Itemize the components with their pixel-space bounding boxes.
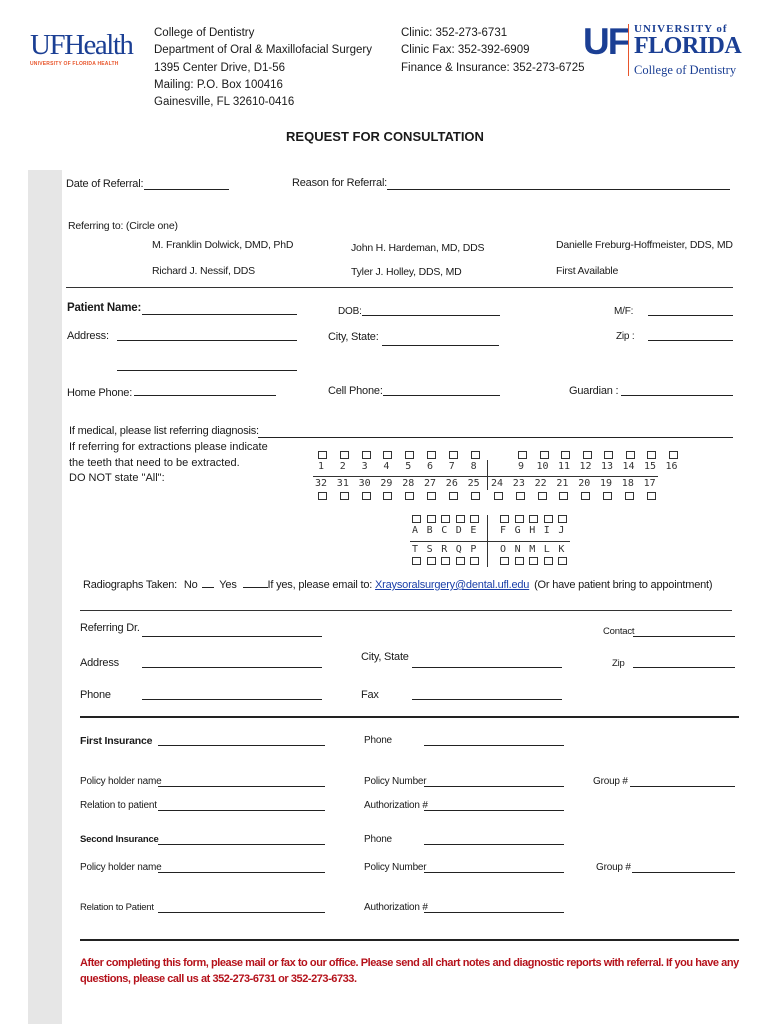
tooth-number: 32 <box>315 478 328 489</box>
ref-fax-field[interactable] <box>412 699 562 700</box>
tooth-checkbox[interactable] <box>544 515 553 523</box>
dob-label: DOB: <box>338 306 362 317</box>
group-label: Group # <box>593 776 628 787</box>
tooth-chart-midline <box>487 460 488 490</box>
tooth-number: 7 <box>448 461 455 472</box>
city-state-label: City, State: <box>328 331 379 343</box>
relation-2-label: Relation to Patient <box>80 902 154 913</box>
tooth-number: 10 <box>536 461 549 472</box>
tooth-checkbox[interactable] <box>647 451 656 459</box>
primary-chart-horizontal <box>410 541 570 542</box>
tooth-number: 21 <box>556 478 569 489</box>
authorization-2-field[interactable] <box>424 912 564 913</box>
tooth-number: 17 <box>643 478 656 489</box>
tooth-number: F <box>500 525 507 536</box>
tooth-checkbox[interactable] <box>583 451 592 459</box>
tooth-checkbox[interactable] <box>516 492 525 500</box>
contact-field[interactable] <box>633 636 735 637</box>
tooth-checkbox[interactable] <box>427 557 436 565</box>
tooth-number: 28 <box>402 478 415 489</box>
uf-logo-line1: UNIVERSITY of <box>634 23 728 35</box>
address-line: Department of Oral & Maxillofacial Surgery <box>154 44 372 57</box>
tooth-number: A <box>412 525 419 536</box>
tooth-checkbox[interactable] <box>340 492 349 500</box>
policy-holder-2-field[interactable] <box>158 872 325 873</box>
tooth-checkbox[interactable] <box>427 515 436 523</box>
radiographs-no-label: No <box>183 579 198 591</box>
radiographs-label: Radiographs Taken: <box>83 579 178 591</box>
uf-health-logo-sub: UNIVERSITY OF FLORIDA HEALTH <box>30 61 119 67</box>
contact-label: Contact <box>603 626 635 637</box>
tooth-number: I <box>543 525 550 536</box>
tooth-number: J <box>558 525 565 536</box>
second-insurance-field[interactable] <box>158 844 325 845</box>
group-field[interactable] <box>630 786 735 787</box>
footer-notice <box>80 955 745 987</box>
tooth-number: 6 <box>427 461 434 472</box>
tooth-checkbox[interactable] <box>449 451 458 459</box>
tooth-checkbox[interactable] <box>625 492 634 500</box>
email-prefix: If yes, please email to: <box>267 579 373 591</box>
tooth-number: 25 <box>467 478 480 489</box>
tooth-number: T <box>412 544 419 555</box>
tooth-number: 22 <box>534 478 547 489</box>
radiographs-row <box>83 579 712 591</box>
tooth-checkbox[interactable] <box>412 515 421 523</box>
footer-notice-line: questions, please call us at 352-273-6731 or 352-273-6733. <box>80 973 357 985</box>
tooth-checkbox[interactable] <box>405 492 414 500</box>
tooth-number: N <box>514 544 521 555</box>
tooth-checkbox[interactable] <box>559 492 568 500</box>
uf-health-logo-word: UFHealth <box>30 29 133 61</box>
section-divider-thick <box>80 716 739 718</box>
date-of-referral-label: Date of Referral: <box>66 178 144 190</box>
tooth-number: 16 <box>665 461 678 472</box>
relation-field[interactable] <box>158 810 325 811</box>
policy-number-field[interactable] <box>424 786 564 787</box>
tooth-checkbox[interactable] <box>603 492 612 500</box>
second-insurance-label: Second Insurance <box>80 834 159 845</box>
doctor-option[interactable]: John H. Hardeman, MD, DDS <box>351 242 485 254</box>
tooth-checkbox[interactable] <box>405 451 414 459</box>
tooth-checkbox[interactable] <box>427 492 436 500</box>
xray-email-link[interactable]: Xraysoralsurgery@dental.ufl.edu <box>375 579 530 591</box>
tooth-number: M <box>529 544 536 555</box>
tooth-checkbox[interactable] <box>500 557 509 565</box>
tooth-checkbox[interactable] <box>470 515 479 523</box>
tooth-checkbox[interactable] <box>427 451 436 459</box>
tooth-checkbox[interactable] <box>544 557 553 565</box>
instruction-line: If referring for extractions please indicate <box>69 441 268 453</box>
mf-label: M/F: <box>614 306 634 317</box>
section-divider-thick <box>80 939 739 941</box>
authorization-2-label: Authorization # <box>364 902 428 913</box>
instruction-line: DO NOT state "All": <box>69 472 165 484</box>
ref-zip-field[interactable] <box>633 667 735 668</box>
doctor-option[interactable]: Richard J. Nessif, DDS <box>152 265 255 277</box>
tooth-checkbox[interactable] <box>558 515 567 523</box>
tooth-number: 31 <box>336 478 349 489</box>
tooth-checkbox[interactable] <box>529 515 538 523</box>
ref-address-field[interactable] <box>142 667 322 668</box>
ref-fax-label: Fax <box>361 689 379 701</box>
ref-city-state-field[interactable] <box>412 667 562 668</box>
tooth-number: 19 <box>600 478 613 489</box>
referring-dr-field[interactable] <box>142 636 322 637</box>
address-line: Mailing: P.O. Box 100416 <box>154 78 283 91</box>
tooth-checkbox[interactable] <box>441 557 450 565</box>
tooth-number: 30 <box>358 478 371 489</box>
tooth-number: 2 <box>339 461 346 472</box>
authorization-field[interactable] <box>424 810 564 811</box>
tooth-number: 27 <box>424 478 437 489</box>
contact-line: Clinic Fax: 352-392-6909 <box>401 44 530 57</box>
policy-number-2-label: Policy Number <box>364 862 427 873</box>
tooth-chart-horizontal <box>313 476 658 477</box>
ref-zip-label: Zip <box>612 658 625 669</box>
tooth-checkbox[interactable] <box>561 451 570 459</box>
tooth-number: 4 <box>383 461 390 472</box>
tooth-number: 29 <box>380 478 393 489</box>
second-insurance-phone-field[interactable] <box>424 844 564 845</box>
first-insurance-label: First Insurance <box>80 735 153 747</box>
radiographs-yes-field[interactable] <box>243 587 268 588</box>
page-title: REQUEST FOR CONSULTATION <box>286 129 484 144</box>
referring-dr-label: Referring Dr. <box>80 622 140 634</box>
contact-line: Finance & Insurance: 352-273-6725 <box>401 61 585 74</box>
group-2-label: Group # <box>596 862 631 873</box>
tooth-checkbox[interactable] <box>494 492 503 500</box>
tooth-checkbox[interactable] <box>383 451 392 459</box>
contact-line: Clinic: 352-273-6731 <box>401 27 508 39</box>
tooth-number: B <box>426 525 433 536</box>
tooth-number: R <box>441 544 448 555</box>
address-line: College of Dentistry <box>154 27 255 39</box>
uf-logo-mark: UF <box>583 21 629 62</box>
first-insurance-phone-field[interactable] <box>424 745 564 746</box>
tooth-number: 24 <box>491 478 504 489</box>
doctor-option[interactable]: Danielle Freburg-Hoffmeister, DDS, MD <box>556 239 733 251</box>
address-line: Gainesville, FL 32610-0416 <box>154 96 295 109</box>
footer-notice-line: After completing this form, please mail or fax to our office. Please send all chart notes and diagnostic reports with referral. If you have any <box>80 957 739 969</box>
tooth-number: H <box>529 525 536 536</box>
second-insurance-phone-label: Phone <box>364 834 392 845</box>
tooth-checkbox[interactable] <box>412 557 421 565</box>
address-line: 1395 Center Drive, D1-56 <box>154 61 286 74</box>
tooth-checkbox[interactable] <box>538 492 547 500</box>
tooth-checkbox[interactable] <box>318 492 327 500</box>
authorization-label: Authorization # <box>364 800 428 811</box>
tooth-checkbox[interactable] <box>441 515 450 523</box>
guardian-label: Guardian : <box>569 385 619 397</box>
relation-label: Relation to patient <box>80 800 157 811</box>
tooth-checkbox[interactable] <box>540 451 549 459</box>
first-insurance-phone-label: Phone <box>364 735 392 746</box>
tooth-number: 13 <box>601 461 614 472</box>
tooth-checkbox[interactable] <box>647 492 656 500</box>
ref-phone-field[interactable] <box>142 699 322 700</box>
ref-address-label: Address <box>80 657 119 669</box>
first-insurance-field[interactable] <box>158 745 325 746</box>
tooth-checkbox[interactable] <box>318 451 327 459</box>
doctor-option[interactable]: M. Franklin Dolwick, DMD, PhD <box>152 239 294 251</box>
tooth-checkbox[interactable] <box>529 557 538 565</box>
radiographs-yes-label: Yes <box>219 579 237 591</box>
tooth-checkbox[interactable] <box>456 515 465 523</box>
tooth-checkbox[interactable] <box>340 451 349 459</box>
tooth-number: 26 <box>445 478 458 489</box>
tooth-checkbox[interactable] <box>604 451 613 459</box>
tooth-number: 18 <box>621 478 634 489</box>
policy-holder-2-label: Policy holder name <box>80 862 162 873</box>
tooth-checkbox[interactable] <box>456 557 465 565</box>
policy-number-label: Policy Number <box>364 776 427 787</box>
tooth-checkbox[interactable] <box>449 492 458 500</box>
tooth-number: K <box>558 544 565 555</box>
tooth-number: 1 <box>318 461 325 472</box>
tooth-number: D <box>455 525 462 536</box>
tooth-number: 3 <box>361 461 368 472</box>
tooth-checkbox[interactable] <box>515 515 524 523</box>
tooth-number: G <box>514 525 521 536</box>
uf-logo-line3: College of Dentistry <box>634 63 737 77</box>
policy-holder-field[interactable] <box>158 786 325 787</box>
ref-city-state-label: City, State <box>361 651 409 663</box>
tooth-checkbox[interactable] <box>558 557 567 565</box>
tooth-number: O <box>500 544 507 555</box>
tooth-number: E <box>470 525 477 536</box>
tooth-number: 23 <box>512 478 525 489</box>
doctor-option[interactable]: First Available <box>556 265 619 277</box>
relation-2-field[interactable] <box>158 912 325 913</box>
section-divider <box>80 610 732 611</box>
reason-for-referral-label: Reason for Referral: <box>292 177 388 189</box>
tooth-number: 12 <box>579 461 592 472</box>
tooth-number: 14 <box>622 461 635 472</box>
policy-number-2-field[interactable] <box>424 872 564 873</box>
tooth-number: S <box>426 544 433 555</box>
tooth-number: L <box>543 544 550 555</box>
tooth-number: 20 <box>578 478 591 489</box>
tooth-number: C <box>441 525 448 536</box>
cell-phone-label: Cell Phone: <box>328 385 383 397</box>
tooth-checkbox[interactable] <box>626 451 635 459</box>
tooth-checkbox[interactable] <box>515 557 524 565</box>
zip-label: Zip : <box>616 331 635 342</box>
tooth-number: 5 <box>405 461 412 472</box>
radiographs-suffix: (Or have patient bring to appointment) <box>534 579 713 591</box>
tooth-number: P <box>470 544 477 555</box>
diagnosis-label: If medical, please list referring diagnosis: <box>69 425 259 437</box>
group-2-field[interactable] <box>632 872 735 873</box>
uf-logo-line2: FLORIDA <box>634 33 742 59</box>
tooth-checkbox[interactable] <box>518 451 527 459</box>
doctor-option[interactable]: Tyler J. Holley, DDS, MD <box>351 266 462 278</box>
ref-phone-label: Phone <box>80 689 111 701</box>
policy-holder-label: Policy holder name <box>80 776 162 787</box>
tooth-checkbox[interactable] <box>471 492 480 500</box>
tooth-checkbox[interactable] <box>362 492 371 500</box>
patient-name-label: Patient Name: <box>67 302 142 314</box>
tooth-number: 15 <box>644 461 657 472</box>
tooth-checkbox[interactable] <box>383 492 392 500</box>
tooth-checkbox[interactable] <box>471 451 480 459</box>
tooth-number: 8 <box>470 461 477 472</box>
tooth-checkbox[interactable] <box>362 451 371 459</box>
tooth-number: 9 <box>518 461 525 472</box>
tooth-checkbox[interactable] <box>581 492 590 500</box>
tooth-number: 11 <box>558 461 571 472</box>
tooth-checkbox[interactable] <box>669 451 678 459</box>
address-label: Address: <box>67 330 109 342</box>
home-phone-label: Home Phone: <box>67 387 133 399</box>
instruction-line: the teeth that need to be extracted. <box>69 456 240 469</box>
tooth-number: Q <box>455 544 462 555</box>
tooth-checkbox[interactable] <box>470 557 479 565</box>
tooth-checkbox[interactable] <box>500 515 509 523</box>
radiographs-no-field[interactable] <box>202 587 214 588</box>
referring-to-label: Referring to: (Circle one) <box>68 220 178 232</box>
